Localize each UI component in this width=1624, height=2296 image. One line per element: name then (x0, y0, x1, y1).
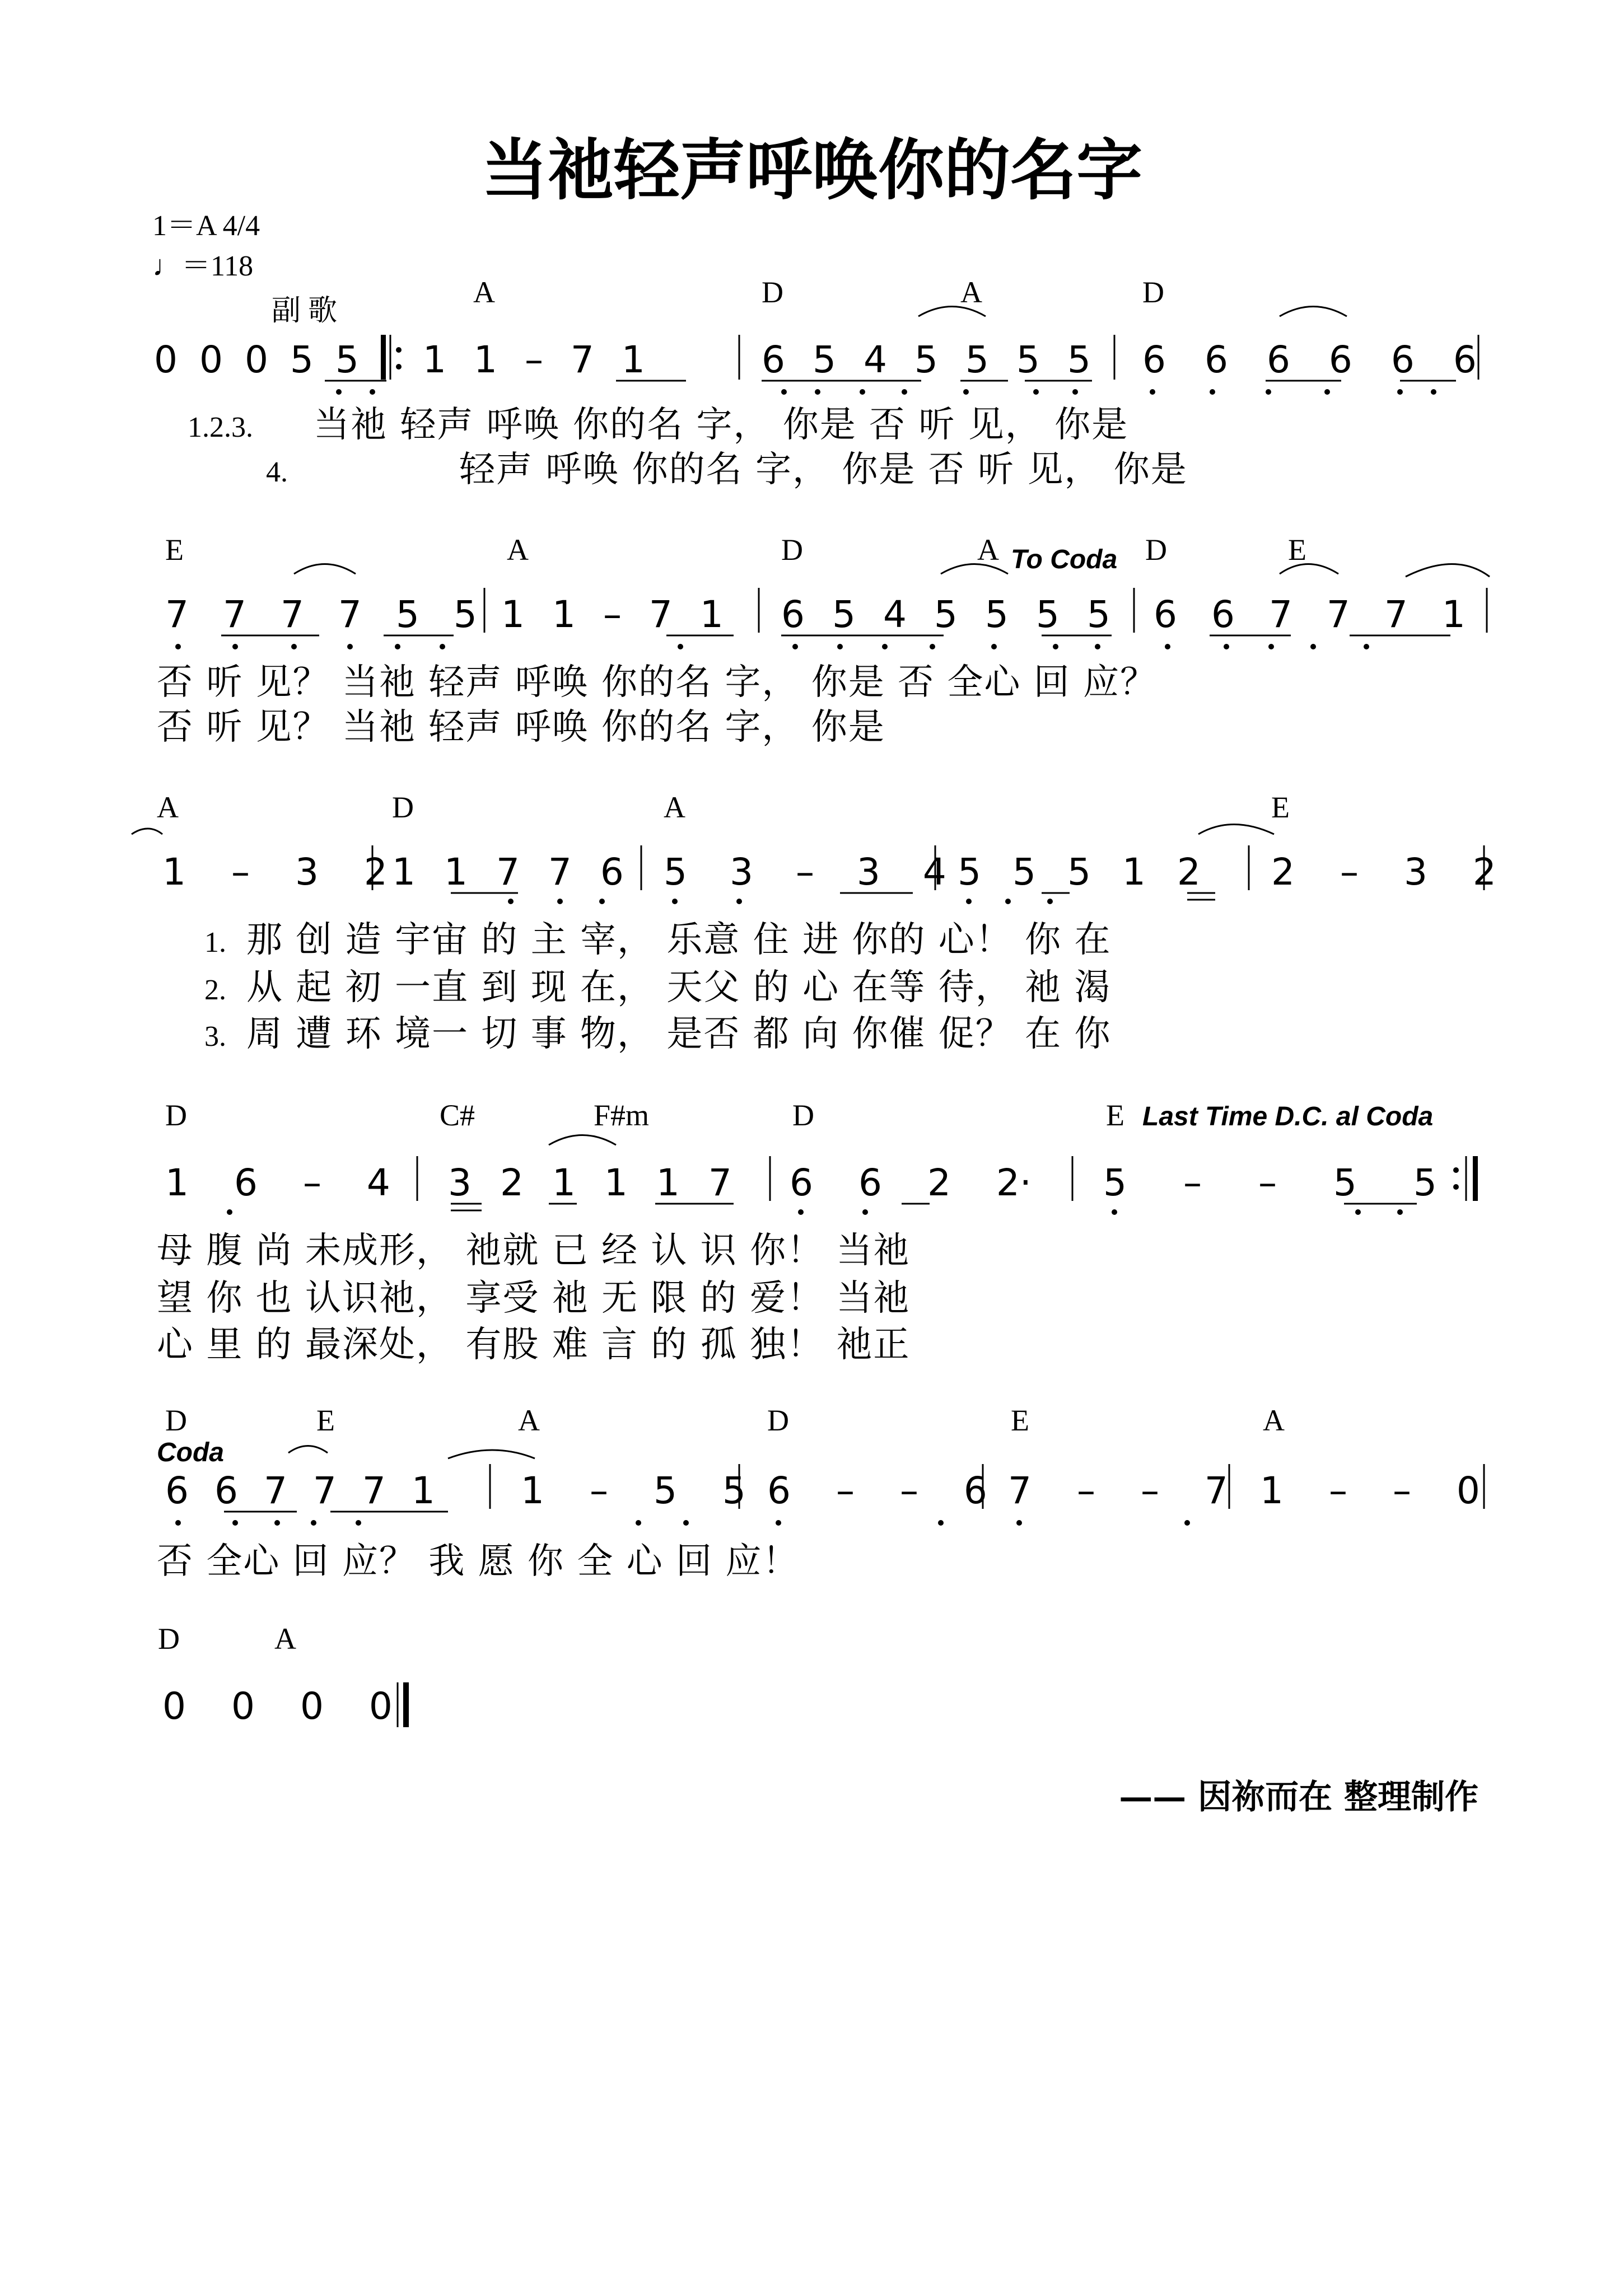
chord: A (518, 1404, 540, 1437)
lyric-line: 母 腹 尚 未成形， 祂就 已 经 认 识 你！ 当祂 (157, 1230, 911, 1271)
measure-notes: 1 – – 0 (1260, 1469, 1480, 1512)
chord: D (792, 1098, 814, 1132)
system-5 (157, 1404, 1484, 1582)
measure-notes: 0 0 0 0 (162, 1685, 393, 1728)
measure-notes: 7 7 7 7 5 5 (165, 593, 477, 636)
measure-notes: 6 6 2 2· (790, 1161, 1032, 1204)
chord: A (1263, 1404, 1285, 1437)
key-signature: 1＝A 4/4 (152, 210, 260, 242)
last-time-marking: Last Time D.C. al Coda (1142, 1102, 1434, 1131)
arranger-credit: —— 因祢而在 整理制作 (1119, 1778, 1478, 1817)
measure-notes: 5 – – 5 5 (1103, 1161, 1437, 1204)
lyric-line: 周 遭 环 境一 切 事 物， 是否 都 向 你催 促？ 在 你 (246, 1013, 1112, 1055)
measure-notes: 5 3 – 3 4 (664, 850, 946, 894)
measure-notes: 6 5 4 5 5 5 5 (762, 338, 1091, 381)
lyric-line: 从 起 初 一直 到 现 在， 天父 的 心 在等 待， 祂 渴 (246, 967, 1112, 1008)
chord: D (165, 1404, 187, 1437)
measure-notes: 7 – – 7 (1008, 1469, 1228, 1512)
measure-notes: 6 – – 6 (767, 1469, 987, 1512)
chord: A (664, 791, 685, 824)
lyric-line: 那 创 造 宇宙 的 主 宰， 乐意 住 进 你的 心！ 你 在 (246, 919, 1112, 961)
chord: D (767, 1404, 789, 1437)
measure-notes: 1 6 – 4 (165, 1161, 390, 1204)
lyric-line: 否 听 见？ 当祂 轻声 呼唤 你的名 字， 你是 否 全心 回 应？ (157, 662, 1158, 703)
lyric-line: 当祂 轻声 呼唤 你的名 字， 你是 否 听 见， 你是 (314, 404, 1129, 446)
chord: E (1106, 1098, 1124, 1132)
octave-dots (227, 1209, 1403, 1215)
lyric-line: 望 你 也 认识祂， 享受 祂 无 限 的 爱！ 当祂 (157, 1278, 911, 1319)
measure-notes: 5 5 5 1 2 (958, 850, 1201, 894)
chord: E (1288, 533, 1306, 567)
verse-label: 2. (204, 974, 226, 1006)
measure-notes: 6 6 7 7 7 1 (1154, 593, 1466, 636)
verse-label: 1. (204, 927, 226, 958)
measure-notes: 6 6 7 7 7 1 (165, 1469, 435, 1512)
chord: D (165, 1098, 187, 1132)
measure-notes: 3 2 1 1 1 7 (448, 1161, 732, 1204)
system-3 (132, 791, 1496, 1055)
verse-label: 4. (266, 456, 288, 488)
measure-notes: 1 – 3 2 (162, 850, 388, 894)
measure-notes: 1 1 – 7 1 (423, 338, 645, 381)
lyric-line: 轻声 呼唤 你的名 字， 你是 否 听 见， 你是 (459, 449, 1188, 490)
measure-notes: 1 – 5 5 (521, 1469, 746, 1512)
coda-marking: Coda (157, 1438, 224, 1467)
measure-notes: 6 5 4 5 5 5 5 (781, 593, 1110, 636)
octave-dots (508, 899, 1053, 904)
octave-dots (175, 644, 1369, 649)
chord: D (762, 275, 783, 309)
chord: E (1271, 791, 1290, 824)
chord: A (977, 533, 999, 567)
verse-label: 1.2.3. (188, 411, 253, 443)
chord: E (165, 533, 184, 567)
chord: F#m (594, 1098, 650, 1132)
tempo-marking: ♩＝118 (152, 250, 254, 282)
system-4 (157, 1098, 1478, 1366)
octave-dots (175, 1520, 1190, 1526)
page-title: 当祂轻声呼唤你的名字 (481, 131, 1143, 209)
system-2 (157, 533, 1490, 748)
measure-notes: 0 0 0 5 5 (154, 338, 359, 381)
lyric-line: 心 里 的 最深处， 有股 难 言 的 孤 独！ 祂正 (157, 1324, 911, 1366)
chord: D (158, 1622, 180, 1656)
chord: D (392, 791, 414, 824)
system-1 (154, 275, 1478, 490)
chord: D (1145, 533, 1167, 567)
to-coda-marking: To Coda (1011, 545, 1118, 574)
repeat-start-barline (381, 335, 402, 380)
measure-notes: 1 1 – 7 1 (501, 593, 724, 636)
chord: A (473, 275, 495, 309)
repeat-end-barline (1453, 1156, 1478, 1201)
chord: E (316, 1404, 335, 1437)
chord: C# (440, 1098, 475, 1132)
final-barline (398, 1682, 409, 1727)
octave-dots (336, 389, 1436, 395)
section-label: 副 歌 (272, 295, 338, 327)
chord: A (507, 533, 529, 567)
chord: A (274, 1622, 296, 1656)
system-6 (158, 1622, 409, 1728)
chord: D (781, 533, 803, 567)
chord: A (960, 275, 982, 309)
chord: D (1142, 275, 1164, 309)
measure-notes: 6 6 6 6 6 6 (1142, 338, 1477, 381)
verse-label: 3. (204, 1021, 226, 1053)
measure-notes: 1 1 7 7 6 (392, 850, 624, 894)
chord: E (1011, 1404, 1029, 1437)
lyric-line: 否 听 见？ 当祂 轻声 呼唤 你的名 字， 你是 (157, 707, 885, 748)
measure-notes: 2 – 3 2 (1271, 850, 1496, 894)
lyric-line: 否 全心 回 应？ 我 愿 你 全 心 回 应！ (157, 1541, 800, 1582)
chord: A (157, 791, 179, 824)
